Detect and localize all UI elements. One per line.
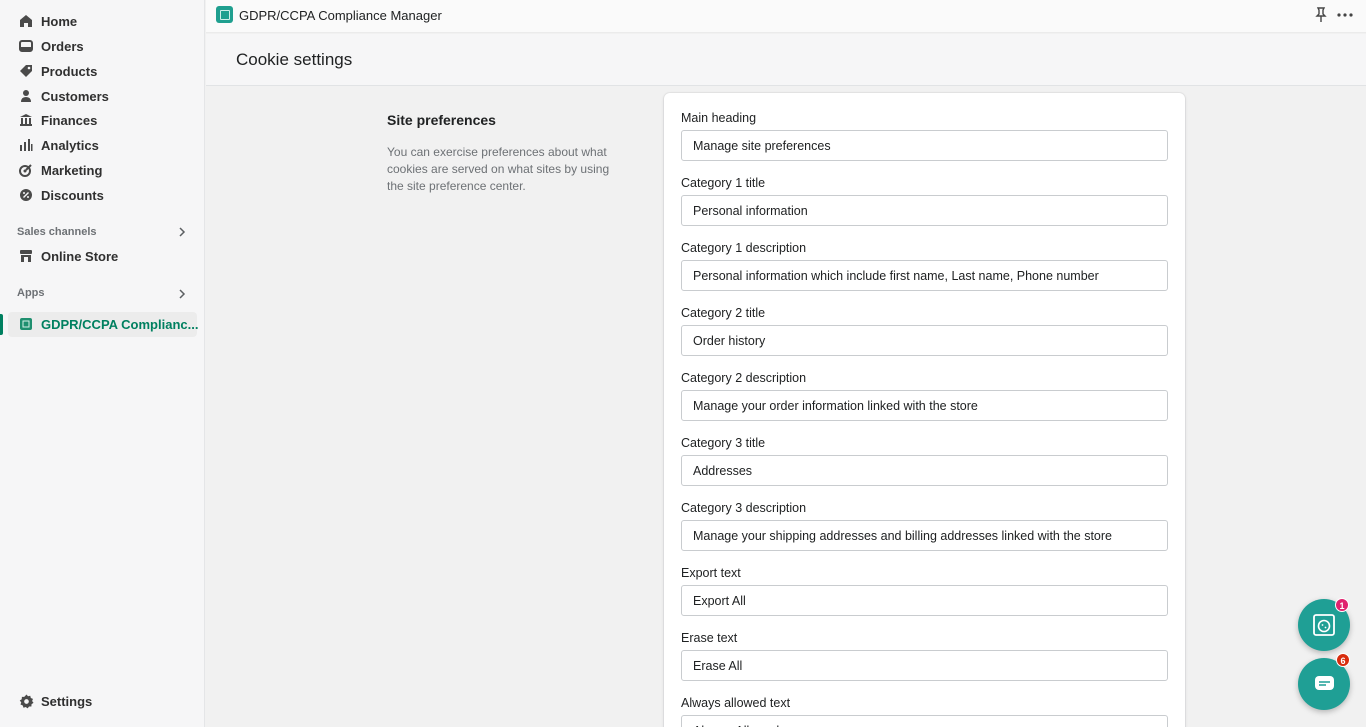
page-header bbox=[206, 34, 1366, 86]
sidebar-item-online-store[interactable] bbox=[0, 244, 205, 268]
category-2-description-input[interactable] bbox=[681, 390, 1168, 421]
person-icon bbox=[18, 88, 34, 104]
export-text-input[interactable] bbox=[681, 585, 1168, 616]
tag-icon bbox=[18, 63, 34, 79]
sidebar-item-label: Finances bbox=[41, 112, 98, 128]
chat-button[interactable] bbox=[1298, 658, 1350, 710]
bank-icon bbox=[18, 112, 34, 128]
field-label: Category 3 description bbox=[681, 501, 807, 515]
sidebar-item-gdpr-app[interactable] bbox=[0, 312, 205, 336]
sidebar-item-analytics[interactable] bbox=[0, 133, 205, 157]
always-allowed-text-input[interactable] bbox=[681, 715, 1168, 727]
sidebar-item-discounts[interactable] bbox=[0, 183, 205, 207]
sidebar-item-settings[interactable] bbox=[0, 689, 205, 713]
main-heading-input[interactable] bbox=[681, 130, 1168, 161]
discount-icon bbox=[18, 187, 34, 203]
sidebar bbox=[0, 0, 205, 727]
section-title: Site preferences bbox=[387, 112, 496, 128]
category-1-title-input[interactable] bbox=[681, 195, 1168, 226]
settings-card bbox=[664, 93, 1185, 727]
field-label: Category 2 title bbox=[681, 306, 766, 320]
sidebar-item-marketing[interactable] bbox=[0, 158, 205, 182]
gear-icon bbox=[18, 693, 34, 709]
category-2-title-input[interactable] bbox=[681, 325, 1168, 356]
chevron-right-icon[interactable] bbox=[176, 226, 188, 238]
sales-channels-heading: Sales channels bbox=[17, 226, 97, 238]
pin-icon[interactable] bbox=[1314, 7, 1328, 23]
page-title: Cookie settings bbox=[236, 50, 353, 69]
field-label: Category 2 description bbox=[681, 371, 807, 385]
field-label: Category 1 title bbox=[681, 176, 766, 190]
sidebar-item-label: Home bbox=[41, 13, 78, 29]
sidebar-item-label: Discounts bbox=[41, 187, 104, 203]
more-options-icon[interactable] bbox=[1336, 6, 1354, 24]
store-icon bbox=[18, 248, 34, 264]
apps-heading: Apps bbox=[17, 287, 45, 299]
field-label: Main heading bbox=[681, 111, 757, 125]
field-label: Category 1 description bbox=[681, 241, 807, 255]
home-icon bbox=[18, 13, 34, 29]
sidebar-item-label: Analytics bbox=[41, 137, 99, 153]
app-icon bbox=[18, 316, 34, 332]
sidebar-item-finances[interactable] bbox=[0, 108, 205, 132]
cookie-app-button[interactable] bbox=[1298, 599, 1350, 651]
sidebar-item-products[interactable] bbox=[0, 59, 205, 83]
sidebar-item-label: Settings bbox=[41, 693, 93, 709]
category-3-description-input[interactable] bbox=[681, 520, 1168, 551]
sidebar-item-home[interactable] bbox=[0, 9, 205, 33]
app-logo-icon bbox=[216, 6, 233, 23]
sidebar-item-label: Orders bbox=[41, 38, 84, 54]
field-label: Erase text bbox=[681, 631, 738, 645]
category-1-description-input[interactable] bbox=[681, 260, 1168, 291]
app-title: GDPR/CCPA Compliance Manager bbox=[239, 8, 442, 23]
bar-chart-icon bbox=[18, 137, 34, 153]
notification-badge: 6 bbox=[1336, 653, 1350, 667]
erase-text-input[interactable] bbox=[681, 650, 1168, 681]
orders-icon bbox=[18, 38, 34, 54]
target-icon bbox=[18, 162, 34, 178]
field-label: Always allowed text bbox=[681, 696, 791, 710]
sidebar-item-label: Online Store bbox=[41, 248, 119, 264]
sidebar-item-label: Customers bbox=[41, 88, 109, 104]
sidebar-item-label: GDPR/CCPA Complianc... bbox=[41, 316, 199, 332]
sidebar-item-label: Products bbox=[41, 63, 98, 79]
notification-badge: 1 bbox=[1335, 598, 1349, 612]
field-label: Export text bbox=[681, 566, 741, 580]
sidebar-item-label: Marketing bbox=[41, 162, 103, 178]
chevron-right-icon[interactable] bbox=[176, 288, 188, 300]
sidebar-item-orders[interactable] bbox=[0, 34, 205, 58]
app-topbar bbox=[206, 0, 1366, 33]
sidebar-item-customers[interactable] bbox=[0, 84, 205, 108]
field-label: Category 3 title bbox=[681, 436, 766, 450]
section-description: You can exercise preferences about what cookies are served on what sites by using the site preference center. bbox=[387, 145, 610, 193]
category-3-title-input[interactable] bbox=[681, 455, 1168, 486]
